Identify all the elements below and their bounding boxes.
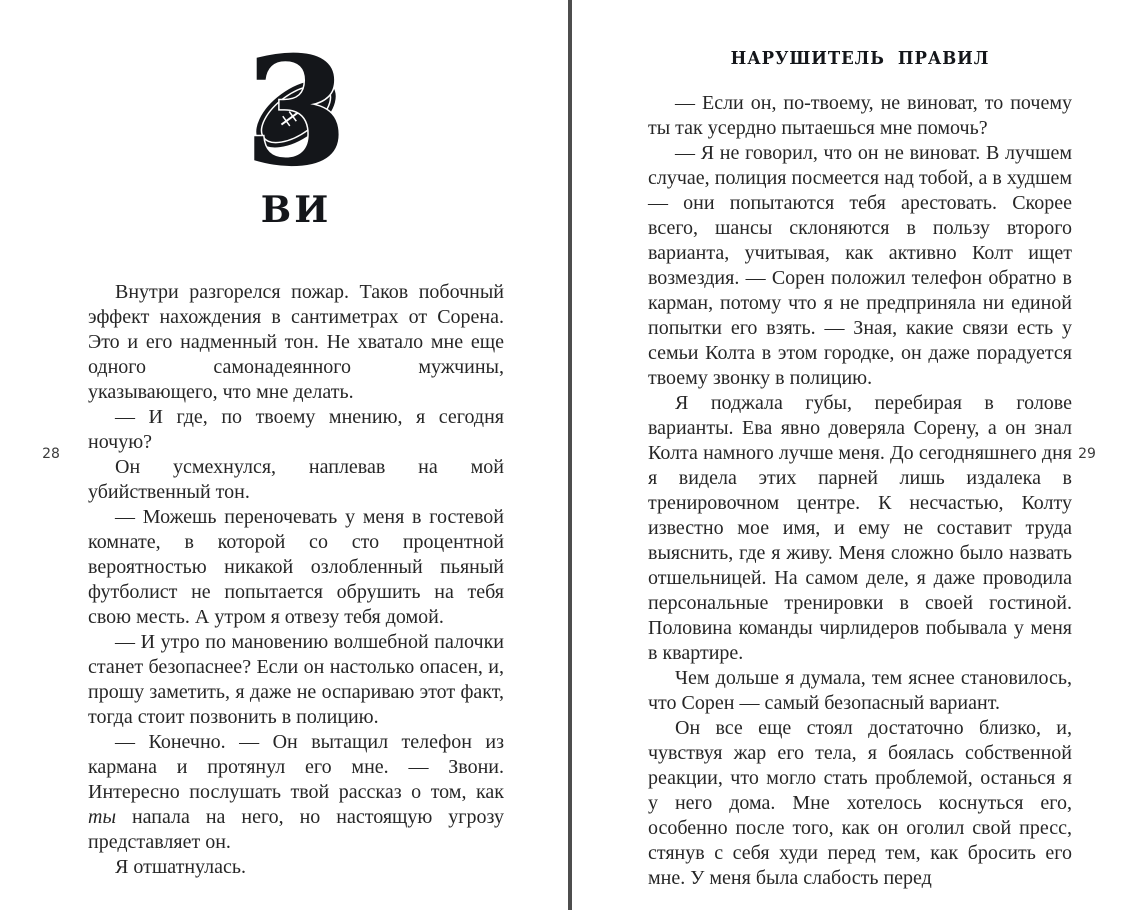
text-run: Я поджала губы, перебирая в голове варианты. Ева явно доверяла Сорену, а он знал Колта намного лучше меня. До сегодняшнего дня я видела этих парней лишь издалека в тренировочном центре. К несчастью, Колту известно мое имя, и ему не составит труда выяснить, где я живу. Меня сложно было назвать отшельницей. На самом деле, я даже проводила персональные тренировки в своей гостиной. Половина команды чирлидеров побывала у меня в квартире.: [648, 392, 1072, 664]
italic-text-run: ты: [88, 806, 116, 828]
text-run: Он все еще стоял достаточно близко, и, чувствуя жар его тела, я боялась собственной реакции, что могло стать проблемой, останься я у него дома. Мне хотелось коснуться его, особенно после того, как он оголил свой пресс, стянув с себя худи перед тем, как бросить его мне. У меня была слабость перед: [648, 717, 1072, 889]
paragraph: [648, 391, 1072, 666]
text-run: — Я не говорил, что он не виноват. В лучшем случае, полиция посмеется над тобой, а в худшем — они попытаются тебя арестовать. Скорее всего, шансы склоняются в пользу второго варианта, учитывая, как активно Колт ищет возмездия. — Сорен положил телефон обратно в карман, потому что я не предприняла ни единой попытки его взять. — Зная, какие связи есть у семьи Колта в этом городке, он даже порадуется твоему звонку в полицию.: [648, 142, 1072, 389]
paragraph: [88, 730, 504, 855]
paragraph: [88, 630, 504, 730]
paragraph: [648, 141, 1072, 391]
paragraph: [648, 666, 1072, 716]
text-run: — И где, по твоему мнению, я сегодня ночую?: [88, 406, 504, 453]
text-run: — Можешь переночевать у меня в гостевой комнате, в которой со сто процентной вероятностью никакой озлобленный пьяный футболист не попытается обрушить на тебя свою месть. А утром я отвезу тебя домой.: [88, 506, 504, 628]
running-head: НАРУШИТЕЛЬ ПРАВИЛ: [730, 48, 990, 69]
page-number-left: 28: [42, 446, 60, 462]
text-run: — Если он, по-твоему, не виноват, то почему ты так усердно пытаешься мне помочь?: [648, 92, 1072, 139]
page-right: [648, 0, 1072, 891]
page-gutter-divider: [568, 0, 572, 910]
paragraph: [648, 716, 1072, 891]
page-left: [88, 0, 504, 880]
page-number-right: 29: [1078, 446, 1096, 462]
text-run: Чем дольше я думала, тем яснее становилось, что Сорен — самый безопасный вариант.: [648, 667, 1072, 714]
text-run: — И утро по мановению волшебной палочки станет безопаснее? Если он настолько опасен, и, прошу заметить, я даже не оспариваю этот факт, тогда стоит позвонить в полицию.: [88, 631, 504, 728]
text-run: — Конечно. — Он вытащил телефон из кармана и протянул его мне. — Звони. Интересно послушать твой рассказ о том, как: [88, 731, 504, 803]
left-page-text: [88, 280, 504, 880]
text-run: Он усмехнулся, наплевав на мой убийственный тон.: [88, 456, 504, 503]
varsity-3-football-icon: [248, 52, 344, 176]
paragraph: [88, 280, 504, 405]
text-run: Я отшатнулась.: [115, 856, 246, 878]
paragraph: [88, 505, 504, 630]
text-run: Внутри разгорелся пожар. Таков побочный эффект нахождения в сантиметрах от Сорена. Это и его надменный тон. Не хватало мне еще одного самонадеянного мужчины, указывающего, что мне делать.: [88, 281, 504, 403]
chapter-ornament: [88, 52, 504, 176]
text-run: напала на него, но настоящую угрозу представляет он.: [88, 806, 504, 853]
chapter-title: ВИ: [260, 189, 332, 231]
paragraph: [88, 455, 504, 505]
right-page-text: [648, 91, 1072, 891]
chapter-number: 3: [248, 52, 344, 176]
paragraph: [88, 405, 504, 455]
paragraph: [88, 855, 504, 880]
paragraph: [648, 91, 1072, 141]
